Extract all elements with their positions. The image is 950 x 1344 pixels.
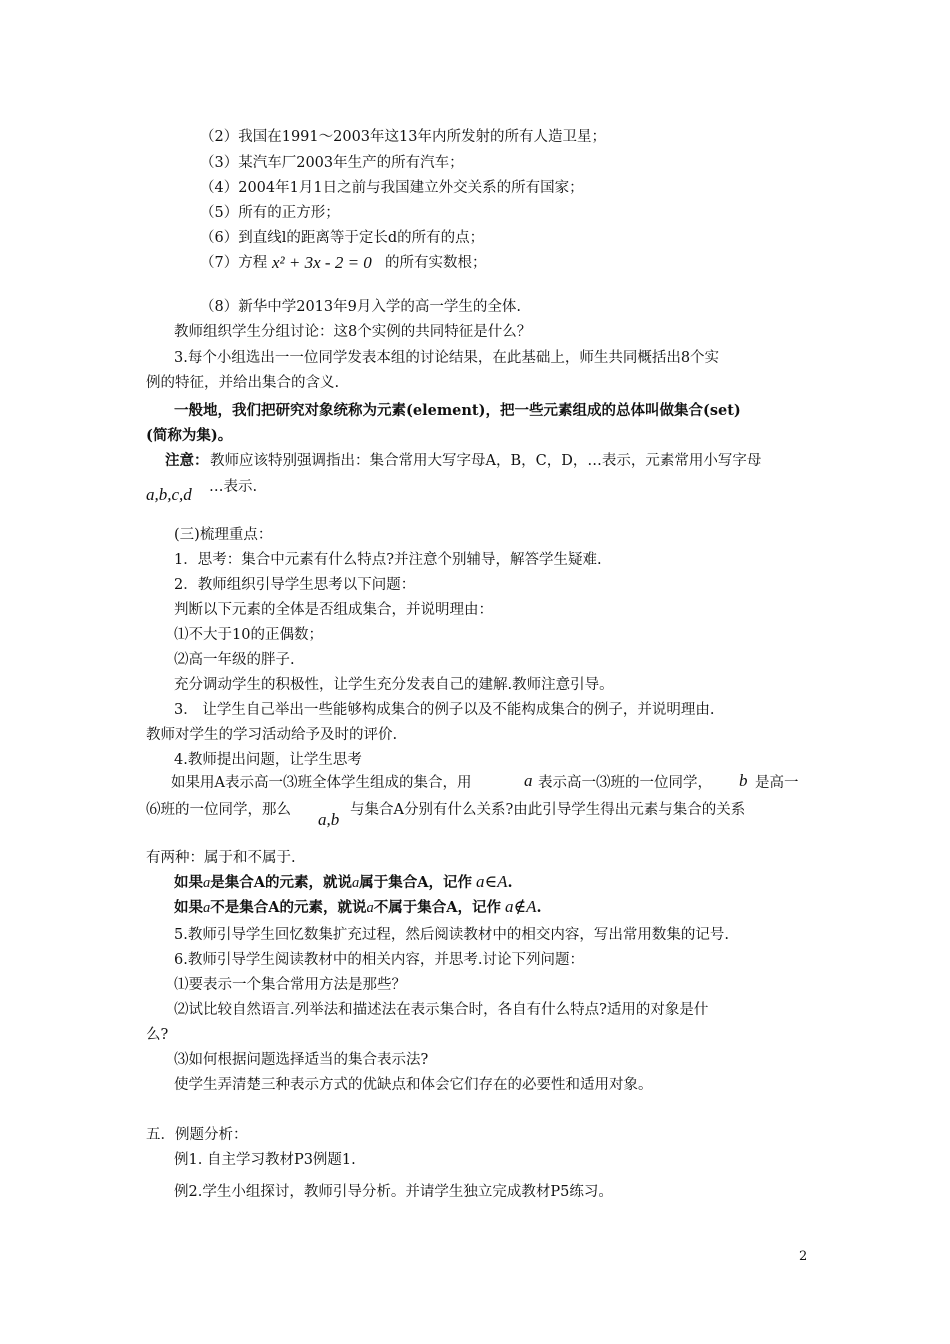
example-item: 例1. 自主学习教材P3例题1.: [174, 1152, 356, 1168]
math-var: b: [739, 771, 748, 790]
list-item-5: （5）所有的正方形；: [200, 205, 340, 221]
list-item-2: （2）我国在1991～2003年这13年内所发射的所有人造卫星；: [200, 129, 606, 145]
paragraph: 充分调动学生的积极性，让学生充分发表自己的建解.教师注意引导。: [174, 677, 614, 693]
math-var: a: [203, 875, 211, 891]
list-item: ⑵高一年级的胖子.: [174, 652, 295, 668]
list-item: 么?: [146, 1027, 169, 1043]
list-item: ⑶如何根据问题选择适当的集合表示法?: [174, 1052, 429, 1068]
list-item-7-prefix: （7）方程: [200, 255, 268, 271]
paragraph: 5.教师引导学生回忆数集扩充过程，然后阅读教材中的相交内容，写出常用数集的记号.: [174, 927, 729, 943]
paragraph: 是高一: [755, 775, 799, 791]
math-letters: a,b,c,d: [146, 485, 192, 504]
note-label: 注意：: [165, 452, 209, 469]
paragraph: 如果用A表示高一⑶班全体学生组成的集合，用: [171, 775, 472, 791]
section-heading: (三)梳理重点：: [174, 527, 273, 543]
list-item: ⑵试比较自然语言.列举法和描述法在表示集合时，各自有什么特点?适用的对象是什: [174, 1002, 709, 1018]
paragraph: ⑹班的一位同学，那么: [146, 802, 291, 818]
paragraph: 使学生弄清楚三种表示方式的优缺点和体会它们存在的必要性和适用对象。: [174, 1077, 653, 1093]
paragraph: 表示高一⑶班的一位同学，: [538, 775, 712, 791]
equation-quadratic: x² + 3x - 2 = 0: [272, 253, 372, 272]
rule-text: 是集合A的元素，就说: [210, 874, 352, 891]
definition-bold: (简称为集)。: [146, 427, 233, 444]
paragraph: 6.教师引导学生阅读教材中的相关内容，并思考.讨论下列问题：: [174, 952, 584, 968]
paragraph: 有两种：属于和不属于.: [146, 850, 296, 866]
rule-text: 不是集合A的元素，就说: [210, 899, 367, 916]
list-item-8: （8）新华中学2013年9月入学的高一学生的全体.: [200, 299, 521, 315]
math-expr: a∉A: [505, 897, 537, 916]
math-var: a: [366, 900, 374, 916]
paragraph: 与集合A分别有什么关系?由此引导学生得出元素与集合的关系: [350, 802, 746, 818]
rule-text: 不属于集合A，记作: [373, 899, 501, 916]
rule-text: 属于集合A，记作: [359, 874, 472, 891]
rule-text: 如果: [174, 899, 203, 916]
paragraph: 教师对学生的学习活动给予及时的评价.: [146, 727, 398, 743]
note-text: 教师应该特别强调指出：集合常用大写字母A，B，C，D，…表示，元素常用小写字母: [210, 453, 762, 469]
math-var: a: [352, 875, 360, 891]
paragraph: 2．教师组织引导学生思考以下问题：: [174, 577, 416, 593]
math-var: a,b: [318, 810, 340, 829]
list-item: ⑴不大于10的正偶数；: [174, 627, 323, 643]
note-text: …表示.: [209, 479, 258, 495]
paragraph: 4.教师提出问题，让学生思考: [174, 752, 362, 768]
definition-bold: 一般地，我们把研究对象统称为元素(element)，把一些元素组成的总体叫做集合(set): [174, 402, 741, 419]
page-number: 2: [799, 1249, 808, 1264]
paragraph: 1．思考：集合中元素有什么特点?并注意个别辅导，解答学生疑难.: [174, 552, 602, 568]
list-item-6: （6）到直线l的距离等于定长d的所有的点；: [200, 230, 485, 246]
math-expr: a∈A: [476, 872, 508, 891]
list-item-7-suffix: 的所有实数根；: [385, 255, 487, 271]
list-item: ⑴要表示一个集合常用方法是那些？: [174, 977, 406, 993]
rule-not-belongs: [174, 897, 542, 918]
rule-belongs: [174, 872, 513, 893]
paragraph: 3.每个小组选出一一位同学发表本组的讨论结果，在此基础上，师生共同概括出8个实: [174, 350, 720, 366]
math-var: a: [524, 771, 533, 790]
rule-text: 如果: [174, 874, 203, 891]
rule-text: .: [507, 874, 513, 891]
list-item-4: （4）2004年1月1日之前与我国建立外交关系的所有国家；: [200, 180, 584, 196]
section-heading: 五．例题分析：: [146, 1127, 248, 1143]
paragraph: 3． 让学生自己举出一些能够构成集合的例子以及不能构成集合的例子，并说明理由.: [174, 702, 715, 718]
math-var: a: [203, 900, 211, 916]
list-item-3: （3）某汽车厂2003年生产的所有汽车；: [200, 155, 464, 171]
paragraph: 判断以下元素的全体是否组成集合，并说明理由：: [174, 602, 493, 618]
example-item: 例2.学生小组探讨，教师引导分析。并请学生独立完成教材P5练习。: [174, 1184, 613, 1200]
paragraph: 教师组织学生分组讨论：这8个实例的共同特征是什么？: [174, 324, 532, 340]
paragraph: 例的特征，并给出集合的含义.: [146, 375, 340, 391]
rule-text: .: [536, 899, 542, 916]
